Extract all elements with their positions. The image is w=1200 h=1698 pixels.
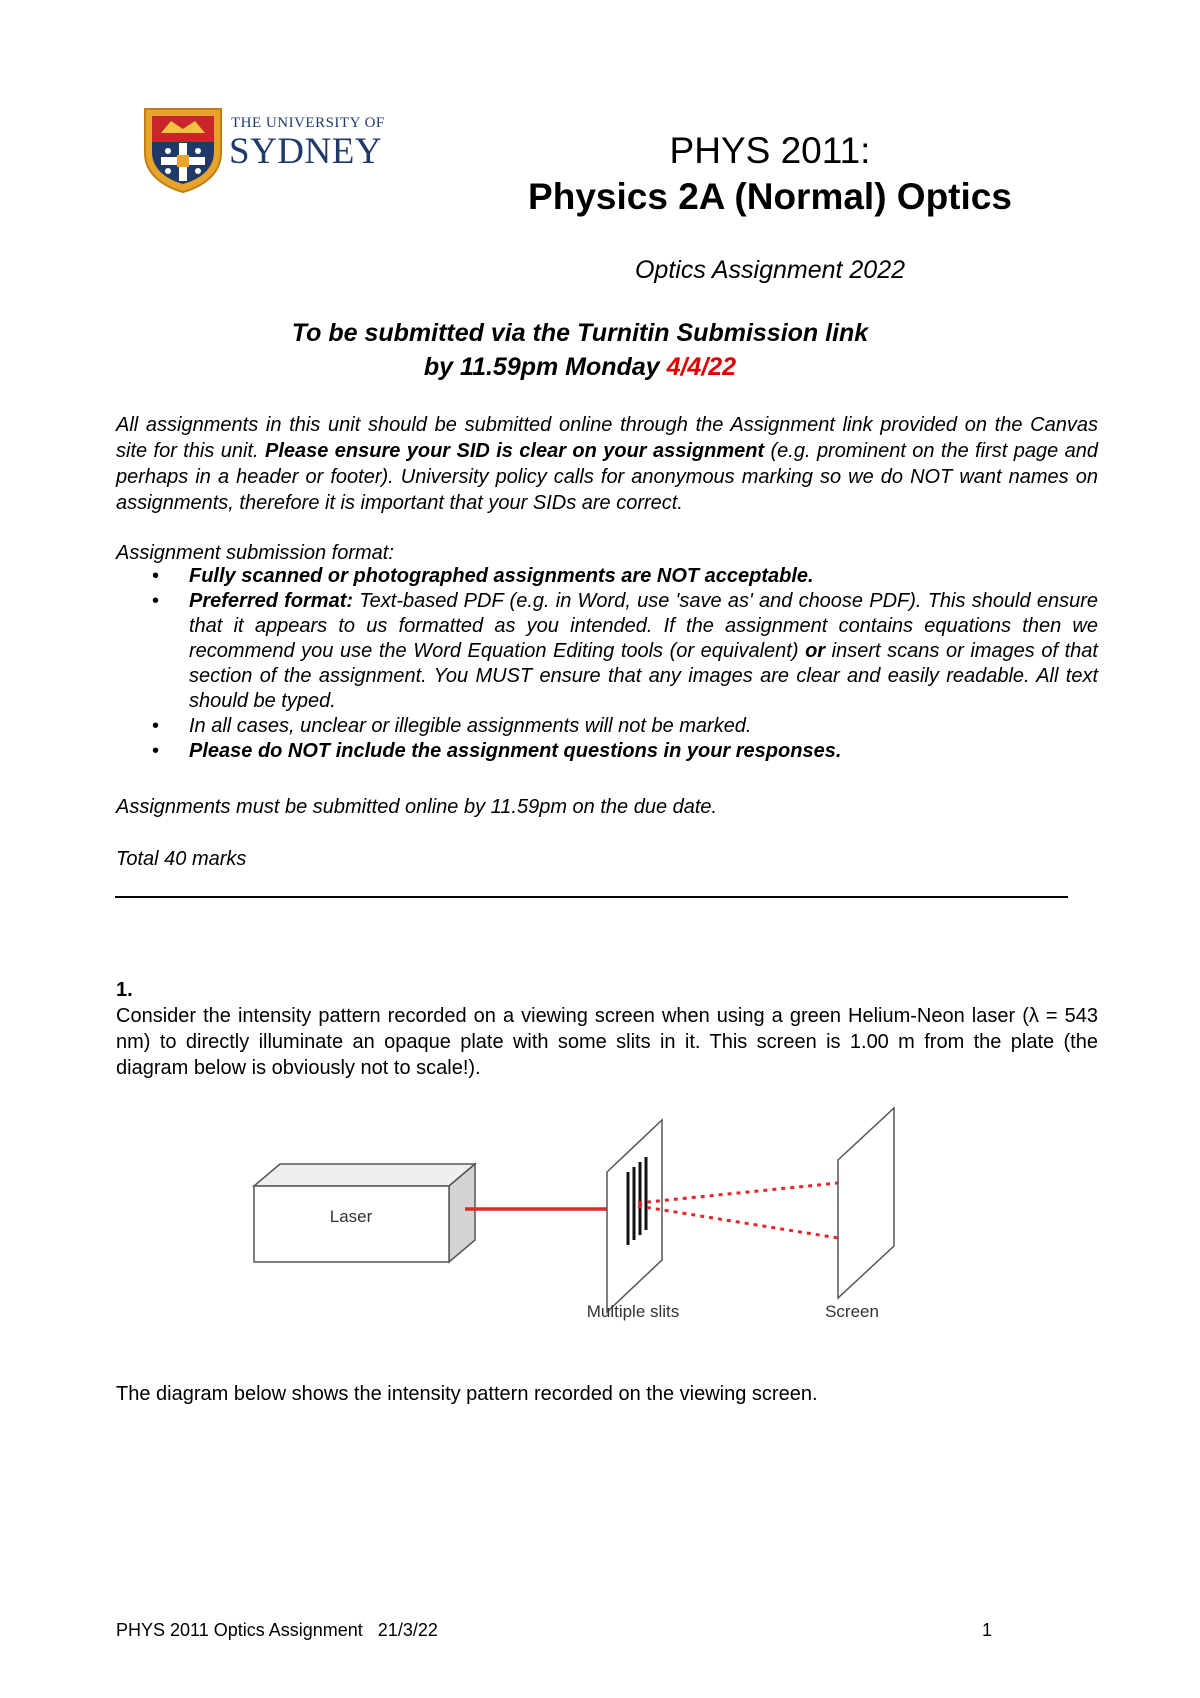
slit-experiment-diagram bbox=[240, 1100, 920, 1330]
list-item bbox=[116, 564, 1098, 589]
bullet3-text: In all cases, unclear or illegible assignments will not be marked. bbox=[189, 715, 752, 737]
bullet2-bold2: or bbox=[805, 640, 826, 662]
bullet2-bold: Preferred format: bbox=[189, 590, 354, 612]
assignment-title: Optics Assignment 2022 bbox=[634, 256, 906, 284]
bullet1-text: Fully scanned or photographed assignments are NOT acceptable. bbox=[189, 565, 814, 587]
list-item bbox=[116, 739, 1098, 764]
intro-paragraph bbox=[116, 412, 1098, 516]
university-crest-icon bbox=[143, 107, 223, 193]
intensity-pattern-intro: The diagram below shows the intensity pattern recorded on the viewing screen. bbox=[116, 1383, 818, 1405]
question-number: 1. bbox=[116, 979, 133, 1001]
bullet2-text2: insert scans or images of that section of the assignment. You MUST ensure that any images are clear and easily readable. All text should be typed. bbox=[189, 640, 1098, 712]
intro-part2: (e.g. prominent on the first page and perhaps in a header or footer). University policy calls for anonymous marking so we do NOT want names on assignments, therefore it is important that your SIDs are correct. bbox=[116, 440, 1098, 514]
diffracted-beam-upper bbox=[638, 1183, 838, 1203]
page-number: 1 bbox=[982, 1620, 993, 1640]
bullet-glyph: • bbox=[152, 740, 160, 762]
screen-label: Screen bbox=[825, 1302, 879, 1321]
bullet2-text1: Text-based PDF (e.g. in Word, use 'save as' and choose PDF). This should ensure that it appears to us formatted as you intended. If the assignment contains equations then we recommend you use the Word Equation Editing tools (or equivalent) bbox=[189, 590, 1098, 662]
viewing-screen bbox=[838, 1108, 894, 1298]
intro-bold: Please ensure your SID is clear on your assignment bbox=[264, 440, 765, 462]
diffracted-beam-lower bbox=[638, 1206, 838, 1238]
section-divider bbox=[115, 896, 1068, 898]
question-1 bbox=[116, 977, 1098, 1081]
university-logo bbox=[143, 107, 393, 193]
due-date: 4/4/22 bbox=[666, 353, 737, 381]
course-title: Physics 2A (Normal) Optics bbox=[528, 176, 1012, 217]
course-code: PHYS 2011: bbox=[669, 130, 871, 171]
bullet-glyph: • bbox=[152, 715, 160, 737]
logo-line1: THE UNIVERSITY OF bbox=[231, 115, 385, 131]
submission-line2-prefix: by 11.59pm Monday bbox=[423, 353, 667, 381]
list-item bbox=[116, 589, 1098, 714]
bullet-glyph: • bbox=[152, 590, 160, 612]
list-item bbox=[116, 714, 1098, 739]
submission-line2 bbox=[150, 350, 1010, 384]
footer-text: PHYS 2011 Optics Assignment 21/3/22 bbox=[116, 1620, 438, 1640]
logo-line2: SYDNEY bbox=[229, 131, 383, 172]
submission-line1: To be submitted via the Turnitin Submission link bbox=[291, 319, 869, 347]
format-list bbox=[116, 564, 1098, 764]
question-text: Consider the intensity pattern recorded on a viewing screen when using a green Helium-Neon laser (λ = 543 nm) to directly illuminate an opaque plate with some slits in it. This screen is 1.00 m from the plate (the diagram below is obviously not to scale!). bbox=[116, 1005, 1098, 1079]
submission-instructions bbox=[150, 316, 1010, 384]
laser-box-top bbox=[254, 1164, 475, 1186]
total-marks: Total 40 marks bbox=[116, 848, 247, 870]
slits-label: Multiple slits bbox=[586, 1302, 680, 1321]
bullet4-text: Please do NOT include the assignment questions in your responses. bbox=[189, 740, 842, 762]
intro-part1: All assignments in this unit should be submitted online through the Assignment link provided on the Canvas site for this unit. bbox=[116, 414, 1098, 462]
format-heading: Assignment submission format: bbox=[116, 542, 394, 564]
deadline-note: Assignments must be submitted online by 11.59pm on the due date. bbox=[116, 796, 718, 818]
bullet-glyph: • bbox=[152, 565, 160, 587]
laser-label: Laser bbox=[329, 1207, 373, 1226]
